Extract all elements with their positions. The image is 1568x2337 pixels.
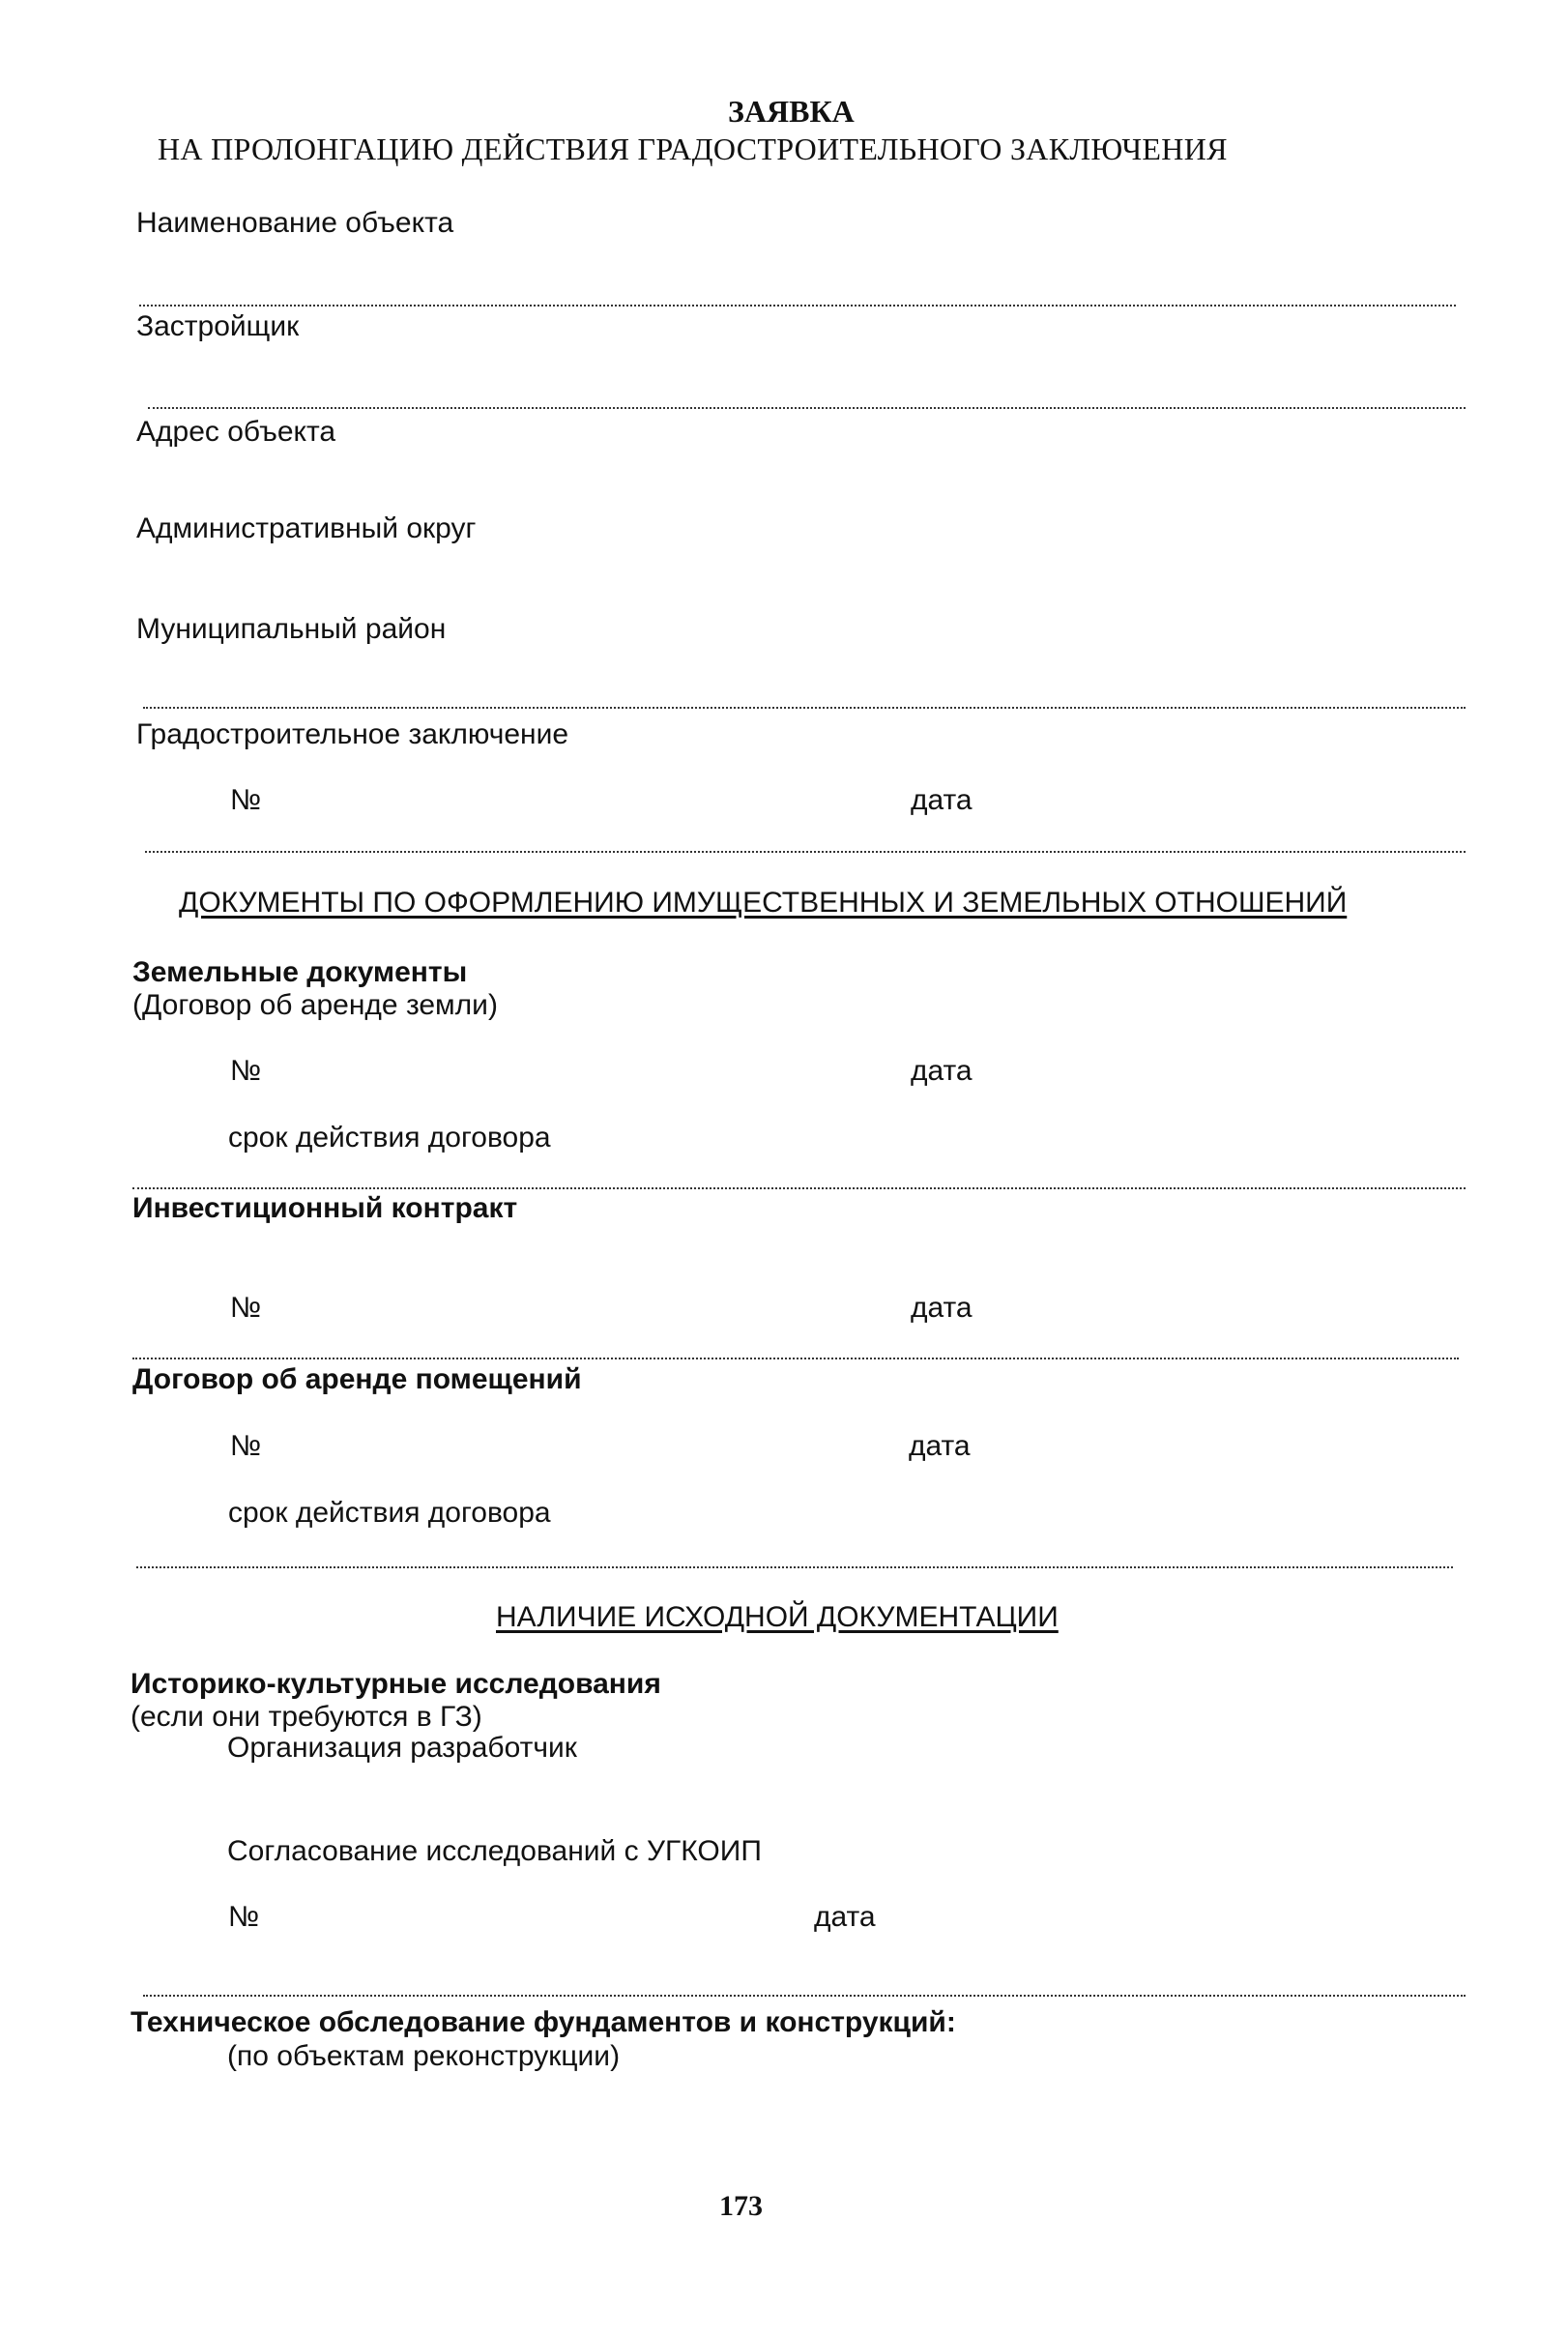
lease-date-label: дата: [909, 1430, 971, 1462]
lease-number-label: №: [230, 1430, 262, 1462]
object-name-line[interactable]: [139, 305, 1456, 307]
land-term-label: срок действия договора: [228, 1122, 551, 1154]
tech-inspection-title: Техническое обследование фундаментов и конструкций:: [131, 2006, 956, 2038]
conclusion-label: Градостроительное заключение: [136, 718, 569, 750]
page-number: 173: [719, 2190, 763, 2222]
investment-number-label: №: [230, 1292, 262, 1324]
lease-line[interactable]: [136, 1566, 1453, 1568]
district-label: Административный округ: [136, 512, 477, 544]
conclusion-number-label: №: [230, 784, 262, 816]
land-date-label: дата: [911, 1055, 973, 1087]
lease-title: Договор об аренде помещений: [132, 1363, 582, 1395]
developer-label: Застройщик: [136, 310, 300, 342]
form-title: ЗАЯВКА: [728, 94, 855, 129]
property-section-heading: ДОКУМЕНТЫ ПО ОФОРМЛЕНИЮ ИМУЩЕСТВЕННЫХ И ЗЕМЕЛЬНЫХ ОТНОШЕНИЙ: [179, 887, 1348, 919]
lease-term-label: срок действия договора: [228, 1497, 551, 1529]
land-number-label: №: [230, 1055, 262, 1087]
investment-contract-title: Инвестиционный контракт: [132, 1192, 518, 1224]
land-docs-title: Земельные документы: [132, 956, 468, 988]
address-label: Адрес объекта: [136, 416, 336, 448]
approval-number-label: №: [228, 1901, 260, 1933]
investment-line[interactable]: [132, 1358, 1459, 1359]
land-docs-line[interactable]: [132, 1187, 1466, 1189]
conclusion-line[interactable]: [145, 851, 1466, 853]
form-subtitle: НА ПРОЛОНГАЦИЮ ДЕЙСТВИЯ ГРАДОСТРОИТЕЛЬНОГО ЗАКЛЮЧЕНИЯ: [158, 131, 1228, 166]
conclusion-date-label: дата: [911, 784, 973, 816]
municipal-label: Муниципальный район: [136, 613, 447, 645]
organization-label: Организация разработчик: [227, 1732, 577, 1764]
municipal-line[interactable]: [143, 707, 1466, 709]
approval-label: Согласование исследований с УГКОИП: [227, 1835, 762, 1867]
historical-research-title: Историко-культурные исследования: [131, 1668, 661, 1700]
tech-inspection-note: (по объектам реконструкции): [227, 2040, 621, 2072]
investment-date-label: дата: [911, 1292, 973, 1324]
source-section-heading: НАЛИЧИЕ ИСХОДНОЙ ДОКУМЕНТАЦИИ: [496, 1601, 1059, 1633]
developer-line[interactable]: [148, 407, 1466, 409]
approval-line[interactable]: [143, 1995, 1466, 1997]
historical-research-note: (если они требуются в ГЗ): [131, 1701, 482, 1733]
approval-date-label: дата: [814, 1901, 876, 1933]
object-name-label: Наименование объекта: [136, 207, 454, 239]
land-docs-note: (Договор об аренде земли): [132, 989, 498, 1021]
